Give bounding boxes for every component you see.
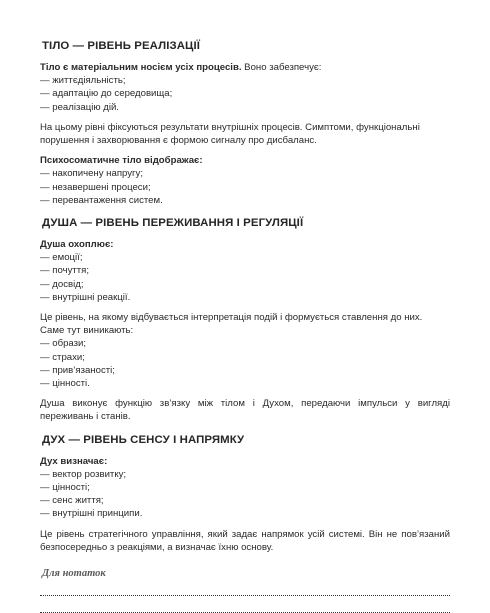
list-item: — накопичену напругу; — [40, 168, 143, 180]
list-item: — цінності. — [40, 378, 90, 390]
list-item: — реалізацію дій. — [40, 101, 119, 113]
list-item: — незавершені процеси; — [40, 181, 151, 193]
list-item: — життєдіяльність; — [40, 75, 126, 87]
notes-title: Для нотаток — [42, 568, 106, 580]
list-item: — внутрішні реакції. — [40, 291, 131, 303]
list-item: — внутрішні принципи. — [40, 508, 143, 520]
section-soul — [40, 217, 450, 424]
list-item: — емоції; — [40, 252, 83, 264]
sub-heading: Дух визначає: — [40, 455, 108, 467]
intro-bold: Тіло є матеріальним носієм усіх процесів. — [40, 62, 242, 73]
paragraph: На цьому рівні фіксуються результати внутрішніх процесів. Симптоми, функціональні порушення і захворювання є формою сигналу про дисбаланс. — [40, 121, 420, 147]
sub-list — [40, 468, 450, 521]
intro-line — [40, 61, 450, 74]
paragraph-lead: Саме тут виникають: — [40, 325, 134, 337]
sub-heading: Душа охоплює: — [40, 239, 114, 251]
sub-heading: Психосоматичне тіло відображає: — [40, 155, 203, 167]
list-item: — перевантаження систем. — [40, 194, 163, 206]
notes-area — [40, 568, 450, 613]
section-heading: ДУХ — РІВЕНЬ СЕНСУ І НАПРЯМКУ — [42, 433, 245, 446]
sub-list — [40, 167, 450, 207]
intro-rest: Воно забезпечує: — [241, 62, 322, 73]
paragraph: Це рівень, на якому відбувається інтерпретація подій і формується ставлення до них. — [40, 312, 423, 324]
section-heading: ТІЛО — РІВЕНЬ РЕАЛІЗАЦІЇ — [42, 40, 200, 52]
list-item: — образи; — [40, 338, 87, 350]
list-item: — вектор розвитку; — [40, 468, 127, 480]
list-item: — адаптацію до середовища; — [40, 88, 173, 100]
intro-list — [40, 74, 450, 114]
section-body — [40, 40, 450, 207]
list-item: — сенс життя; — [40, 495, 104, 507]
list-item: — прив’язаності; — [40, 364, 115, 376]
sub-list — [40, 251, 450, 304]
list-item: — досвід; — [40, 278, 84, 290]
list-item: — цінності; — [40, 482, 90, 494]
paragraph: Це рівень стратегічного управління, який задає напрямок усій системі. Він не пов’язаний безпосередньо з реакціями, а визначає їхню основу. — [40, 528, 450, 553]
section-spirit — [40, 434, 450, 554]
list-item: — почуття; — [40, 265, 90, 277]
notes-line[interactable] — [40, 595, 450, 596]
para-list — [40, 337, 450, 390]
list-item: — страхи; — [40, 351, 85, 363]
section-heading: ДУША — РІВЕНЬ ПЕРЕЖИВАННЯ І РЕГУЛЯЦІЇ — [42, 217, 304, 230]
paragraph: Душа виконує функцію зв’язку між тілом і Духом, передаючи імпульси у вигляді переживань і станів. — [40, 398, 450, 423]
